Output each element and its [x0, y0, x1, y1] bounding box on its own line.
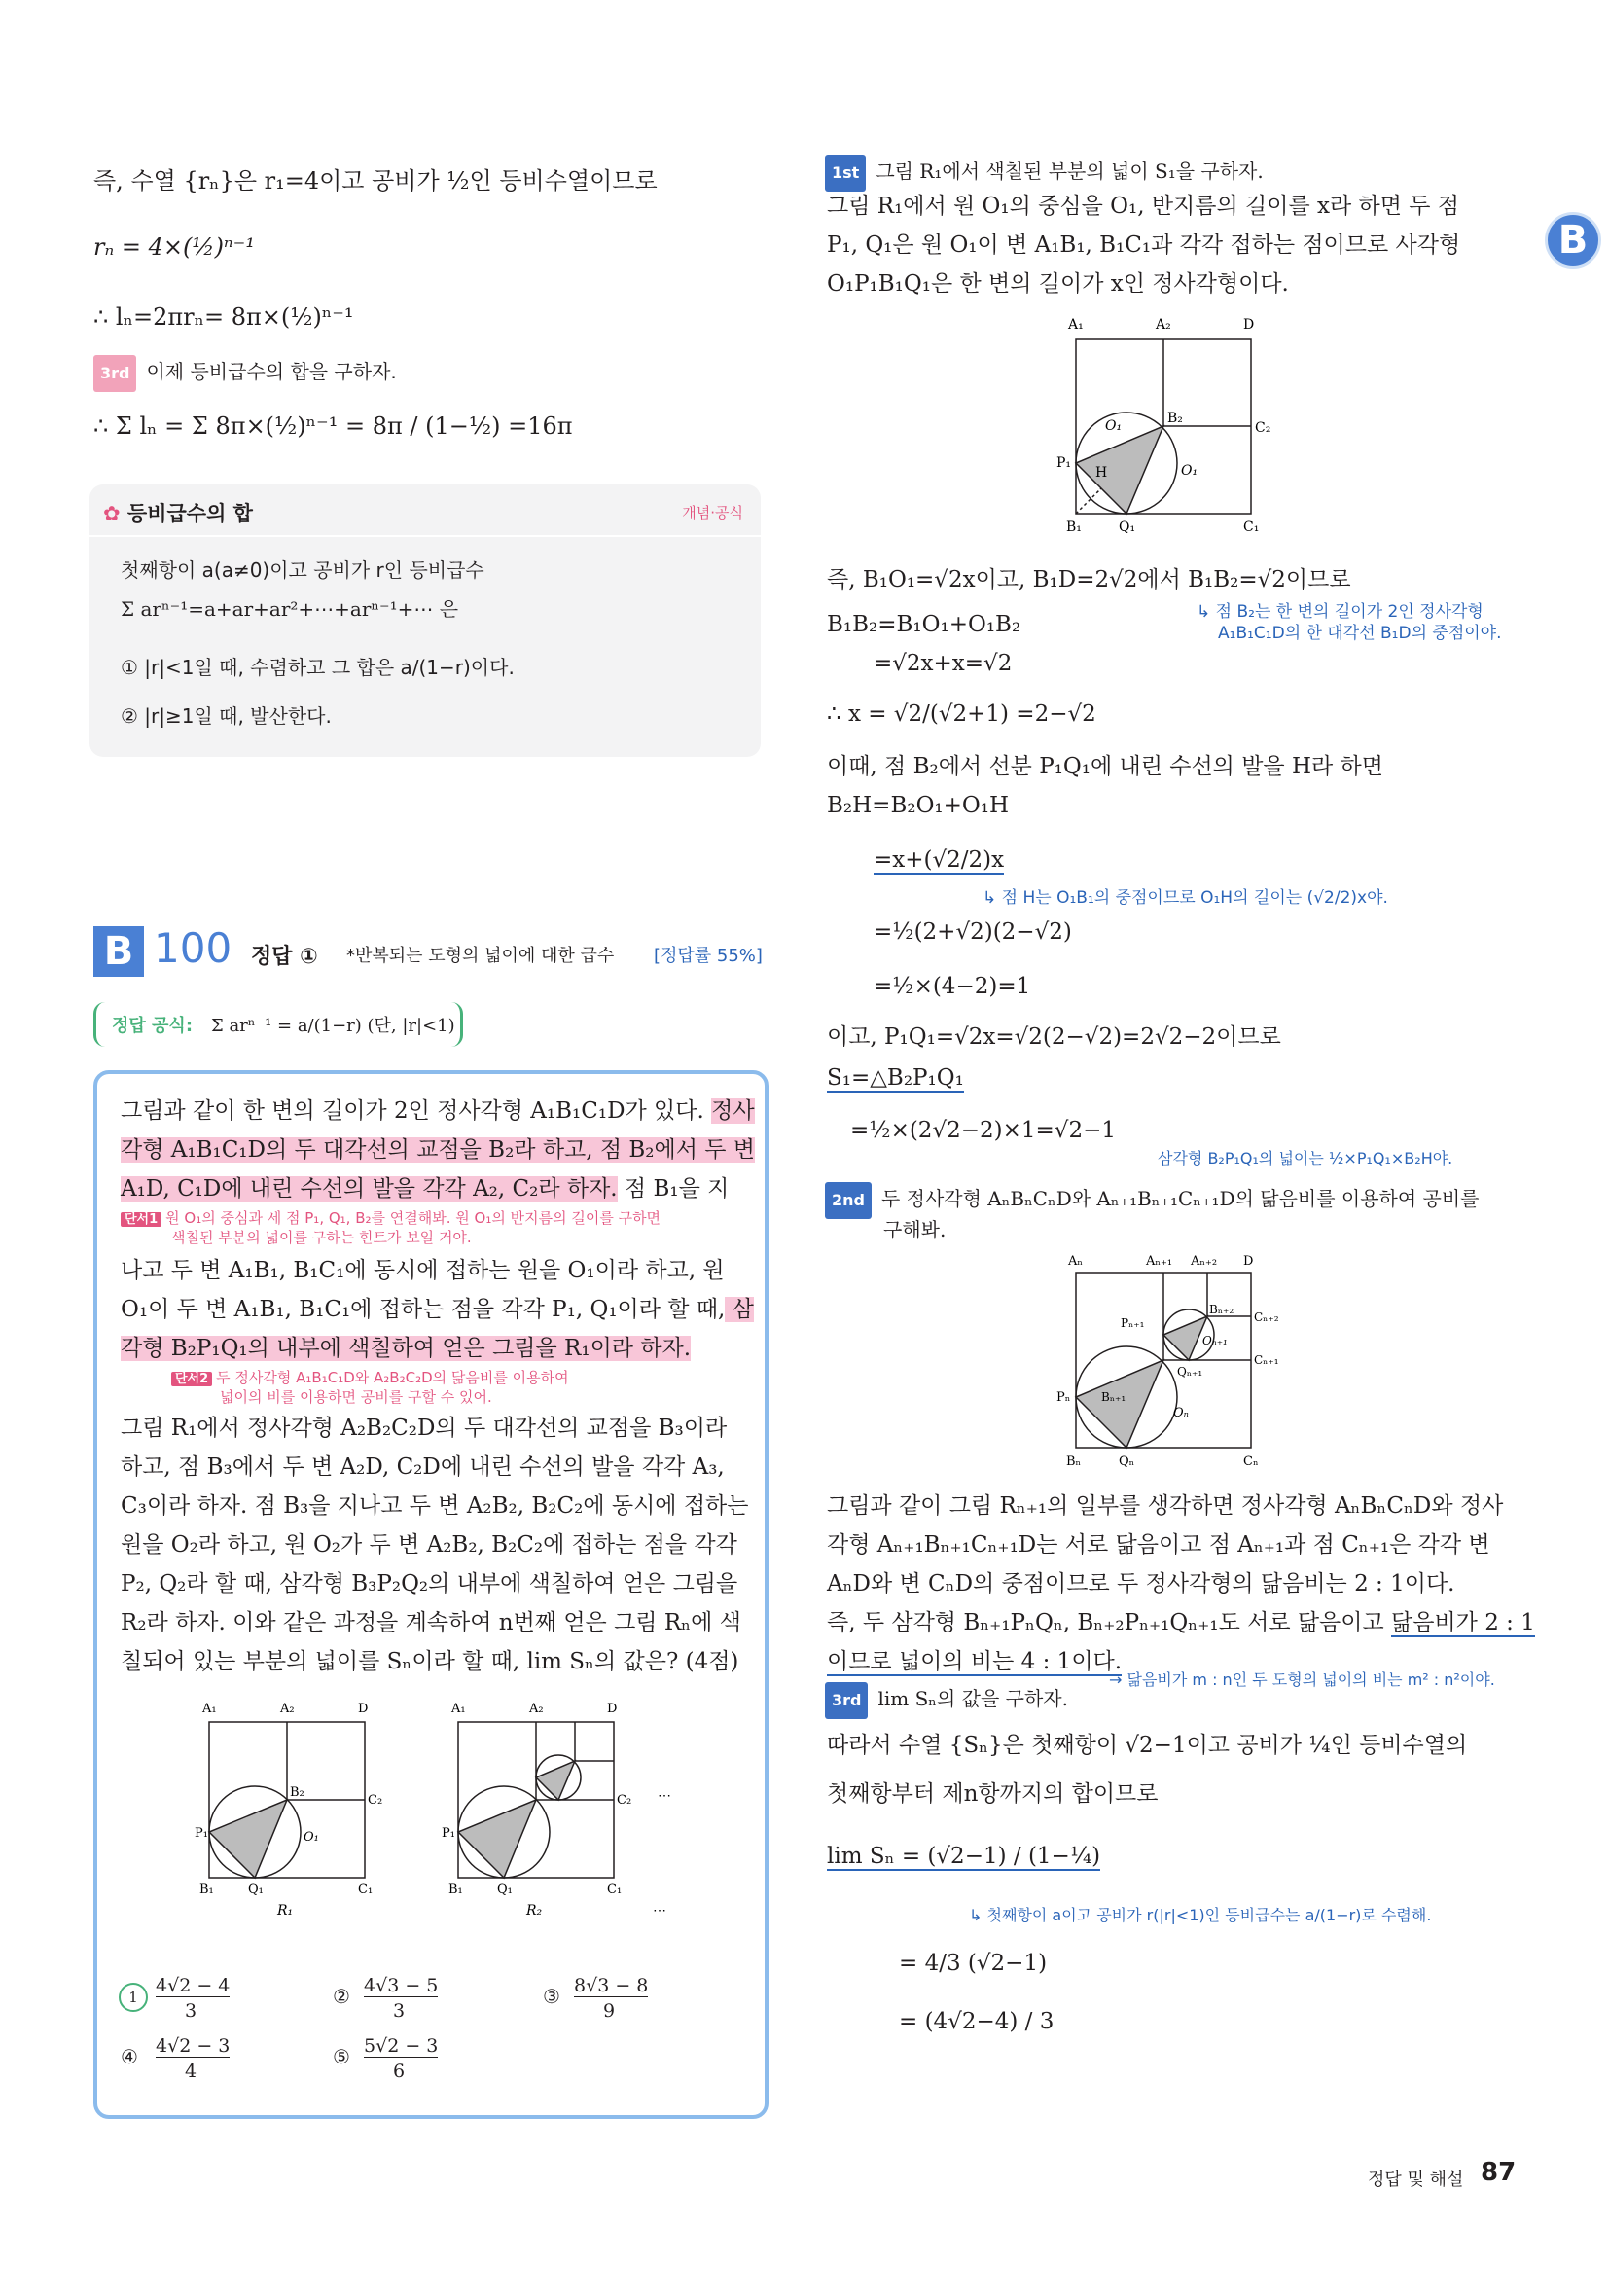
formula-text: Σ arⁿ⁻¹ = a/(1−r) (단, |r|<1) — [211, 1016, 455, 1036]
concept-line-1: 첫째항이 a(a≠0)이고 공비가 r인 등비급수 — [121, 558, 484, 582]
step-badge: 3rd — [825, 1682, 868, 1719]
left-line-1: 즉, 수열 {rₙ}은 r₁=4이고 공비가 ½인 등비수열이므로 — [93, 167, 658, 195]
fig-label: P₁ — [1056, 455, 1072, 471]
fig-label: B₁ — [199, 1883, 214, 1897]
step-badge: 3rd — [93, 355, 136, 392]
step-badge: 1st — [825, 155, 866, 192]
fig-label: O₁ — [1105, 418, 1123, 434]
concept-line-2: Σ arⁿ⁻¹=a+ar+ar²+⋯+arⁿ⁻¹+⋯ 은 — [121, 597, 459, 621]
right-line-8: 이때, 점 B₂에서 선분 P₁Q₁에 내린 수선의 발을 H라 하면 — [827, 754, 1383, 779]
note-4: → 닮음비가 m : n인 두 도형의 넓이의 비는 m² : n²이야. — [1109, 1670, 1495, 1689]
arrow-icon: → — [1109, 1670, 1123, 1689]
fig-label: Pₙ₊₁ — [1121, 1316, 1145, 1330]
fig-label: Oₙ — [1173, 1406, 1189, 1420]
right-line-23: lim Sₙ = (√2−1) / (1−¼) — [827, 1844, 1101, 1869]
concept-box — [89, 484, 761, 757]
fig-label: Bₙ — [1066, 1454, 1082, 1469]
fig-label: C₁ — [358, 1883, 374, 1897]
choice-num: 4√3 − 5 — [364, 1975, 439, 1996]
fig-label: D — [1243, 1254, 1254, 1269]
note-5: ↳ 첫째항이 a이고 공비가 r(|r|<1)인 등비급수는 a/(1−r)로 수렴해. — [969, 1906, 1432, 1924]
left-sum-line: ∴ Σ lₙ = Σ 8π×(½)ⁿ⁻¹ = 8π / (1−½) =16π — [93, 413, 573, 440]
right-line-24: = 4/3 (√2−1) — [899, 1951, 1048, 1976]
fig-caption: R₁ — [277, 1903, 294, 1917]
arrow-icon: ↳ — [1197, 602, 1211, 622]
right-line-4: 즉, B₁O₁=√2x이고, B₁D=2√2에서 B₁B₂=√2이므로 — [827, 567, 1351, 592]
fig-dots: ⋯ — [653, 1903, 666, 1917]
choice-marker: ② — [333, 1985, 350, 2008]
fig-label: C₁ — [1243, 520, 1260, 535]
problem-line-12: R₂라 하자. 이와 같은 과정을 계속하여 n번째 얻은 그림 Rₙ에 색 — [121, 1610, 741, 1635]
choice-marker: ⑤ — [333, 2045, 350, 2068]
right-line-22: 첫째항부터 제n항까지의 합이므로 — [827, 1781, 1159, 1807]
hint-2-cont: 넓이의 비를 이용하면 공비를 구할 수 있어. — [220, 1388, 492, 1406]
choice-num: 4√2 − 4 — [156, 1975, 231, 1996]
fig-label: C₂ — [368, 1793, 383, 1808]
fig-label: Q₁ — [1119, 520, 1136, 535]
arrow-icon: ↳ — [969, 1906, 983, 1924]
problem-line-5: O₁이 두 변 A₁B₁, B₁C₁에 접하는 점을 각각 P₁, Q₁이라 할 때, 삼 — [121, 1297, 754, 1322]
left-line-3: ∴ lₙ=2πrₙ= 8π×(½)ⁿ⁻¹ — [93, 304, 354, 331]
fig-label: A₁ — [202, 1702, 217, 1716]
page-number: 87 — [1481, 2158, 1517, 2187]
right-line-21: 따라서 수열 {Sₙ}은 첫째항이 √2−1이고 공비가 ¼인 등비수열의 — [827, 1733, 1468, 1758]
figure-solution-1 — [1056, 309, 1280, 543]
fig-label: Cₙ₊₂ — [1254, 1310, 1279, 1324]
right-line-3: O₁P₁B₁Q₁은 한 변의 길이가 x인 정사각형이다. — [827, 271, 1289, 297]
problem-line-3: A₁D, C₁D에 내린 수선의 발을 각각 A₂, C₂라 하자. 점 B₁을 지 — [121, 1176, 730, 1202]
fig-label: B₁ — [1066, 520, 1082, 535]
fig-label: P₁ — [442, 1826, 455, 1841]
problem-line-10: 원을 O₂라 하고, 원 O₂가 두 변 A₂B₂, B₂C₂에 접하는 점을 각각 — [121, 1532, 737, 1558]
right-line-9: B₂H=B₂O₁+O₁H — [827, 793, 1010, 818]
right-step2-cont: 구해봐. — [883, 1218, 947, 1241]
fig-label: D — [607, 1702, 618, 1716]
problem-line-8: 하고, 점 B₃에서 두 변 A₂D, C₂D에 내린 수선의 발을 각각 A₃, — [121, 1454, 725, 1480]
fig-label: Pₙ — [1056, 1390, 1071, 1405]
right-line-15: =½×(2√2−2)×1=√2−1 — [850, 1118, 1116, 1143]
right-line-16: 그림과 같이 그림 Rₙ₊₁의 일부를 생각하면 정사각형 AₙBₙCₙD와 정사 — [827, 1493, 1504, 1519]
figure-r2 — [434, 1693, 697, 1917]
problem-line-9: C₃이라 하자. 점 B₃을 지나고 두 변 A₂B₂, B₂C₂에 동시에 접하는 — [121, 1493, 749, 1519]
left-step3 — [93, 354, 397, 392]
choice-marker: ③ — [543, 1985, 560, 2008]
right-line-7: ∴ x = √2/(√2+1) =2−√2 — [827, 701, 1096, 727]
note-1-cont: A₁B₁C₁D의 한 대각선 B₁D의 중점이야. — [1218, 624, 1502, 643]
fig-label: O₁ — [304, 1830, 319, 1845]
problem-line-6: 각형 B₂P₁Q₁의 내부에 색칠하여 얻은 그림을 R₁이라 하자. — [121, 1336, 692, 1361]
fig-label: A₁ — [451, 1702, 466, 1716]
right-line-25: = (4√2−4) / 3 — [899, 2009, 1055, 2034]
fig-label: Qₙ₊₁ — [1177, 1365, 1203, 1379]
flower-icon: ✿ — [103, 502, 121, 525]
problem-line-4: 나고 두 변 A₁B₁, B₁C₁에 동시에 접하는 원을 O₁이라 하고, 원 — [121, 1258, 725, 1283]
note-2: ↳ 점 H는 O₁B₁의 중점이므로 O₁H의 길이는 (√2/2)x야. — [983, 888, 1388, 908]
step-text: 두 정사각형 AₙBₙCₙD와 Aₙ₊₁Bₙ₊₁Cₙ₊₁D의 닮음비를 이용하여 공비를 — [880, 1187, 1480, 1210]
note-1: ↳ 점 B₂는 한 변의 길이가 2인 정사각형 — [1197, 602, 1484, 622]
right-line-20: 이므로 넓이의 비는 4 : 1이다. — [827, 1649, 1123, 1674]
problem-line-7: 그림 R₁에서 정사각형 A₂B₂C₂D의 두 대각선의 교점을 B₃이라 — [121, 1416, 728, 1441]
choice-num: 4√2 − 3 — [156, 2035, 231, 2057]
step-text: 이제 등비급수의 합을 구하자. — [146, 360, 397, 383]
fig-dots: ⋯ — [658, 1788, 671, 1804]
problem-number: 100 — [154, 924, 232, 972]
figure-solution-2 — [1056, 1245, 1309, 1479]
right-line-17: 각형 Aₙ₊₁Bₙ₊₁Cₙ₊₁D는 서로 닮음이고 점 Aₙ₊₁과 점 Cₙ₊₁은 각각 변 — [827, 1532, 1490, 1558]
problem-rate: [정답률 55%] — [654, 946, 763, 966]
concept-title: ✿ 등비급수의 합 — [103, 502, 253, 525]
right-line-12: =½×(4−2)=1 — [874, 974, 1031, 999]
fig-label: Bₙ₊₂ — [1209, 1303, 1234, 1316]
arrow-icon: ↳ — [983, 888, 997, 908]
fig-label: B₂ — [290, 1785, 304, 1800]
fig-label: P₁ — [195, 1826, 208, 1841]
problem-line-1: 그림과 같이 한 변의 길이가 2인 정사각형 A₁B₁C₁D가 있다. 정사 — [121, 1098, 755, 1124]
right-step1 — [825, 154, 1264, 192]
note-3: 삼각형 B₂P₁Q₁의 넓이는 ½×P₁Q₁×B₂H야. — [1158, 1149, 1453, 1167]
fig-label: C₂ — [1255, 420, 1271, 436]
fig-label: Aₙ₊₁ — [1146, 1254, 1173, 1269]
section-tab: B — [1545, 212, 1601, 269]
choice-den: 9 — [603, 2000, 616, 2022]
concept-line-4: ② |r|≥1일 때, 발산한다. — [121, 704, 332, 728]
fig-label: Aₙ₊₂ — [1191, 1254, 1218, 1269]
fig-label: H — [1095, 465, 1108, 481]
hint-1-cont: 색칠된 부분의 넓이를 구하는 힌트가 보일 거야. — [171, 1229, 472, 1246]
fig-label: B₁ — [448, 1883, 463, 1897]
fig-label: Q₁ — [248, 1883, 264, 1897]
fig-label: C₂ — [617, 1793, 632, 1808]
problem-topic: *반복되는 도형의 넓이에 대한 급수 — [346, 946, 615, 966]
choice-den: 3 — [185, 2000, 197, 2022]
concept-divider — [89, 535, 761, 537]
fig-label: B₂ — [1167, 411, 1183, 426]
fig-label: Oₙ₊₁ — [1202, 1334, 1228, 1347]
choice-num: 8√3 − 8 — [574, 1975, 649, 1996]
right-line-13: 이고, P₁Q₁=√2x=√2(2−√2)=2√2−2이므로 — [827, 1024, 1281, 1050]
concept-tag: 개념·공식 — [682, 504, 743, 521]
fig-label: A₂ — [280, 1702, 295, 1716]
step-text: lim Sₙ의 값을 구하자. — [877, 1687, 1068, 1710]
right-step3 — [825, 1681, 1068, 1719]
fig-label: C₁ — [607, 1883, 623, 1897]
problem-badge: B — [93, 926, 144, 977]
fig-label: Aₙ — [1068, 1254, 1084, 1269]
figure-r1 — [195, 1693, 409, 1917]
right-line-18: AₙD와 변 CₙD의 중점이므로 두 정사각형의 닮음비는 2 : 1이다. — [827, 1571, 1455, 1596]
right-line-6: =√2x+x=√2 — [874, 651, 1013, 676]
choices — [121, 1975, 743, 2092]
left-line-2: rₙ = 4×(½)ⁿ⁻¹ — [93, 233, 255, 261]
fig-label: Cₙ₊₁ — [1254, 1353, 1279, 1367]
right-line-10: =x+(√2/2)x — [874, 847, 1005, 873]
problem-line-13: 칠되어 있는 부분의 넓이를 Sₙ이라 할 때, lim Sₙ의 값은? (4점) — [121, 1649, 739, 1674]
problem-line-2: 각형 A₁B₁C₁D의 두 대각선의 교점을 B₂라 하고, 점 B₂에서 두 변 — [121, 1137, 756, 1163]
formula-box — [93, 1002, 463, 1047]
choice-num: 5√2 − 3 — [364, 2035, 439, 2057]
choice-den: 4 — [185, 2061, 197, 2082]
choice-marker: ④ — [121, 2045, 138, 2068]
fig-label: Cₙ — [1243, 1454, 1259, 1469]
right-line-14: S₁=△B₂P₁Q₁ — [827, 1065, 964, 1091]
formula-label: 정답 공식: — [112, 1016, 194, 1036]
right-line-11: =½(2+√2)(2−√2) — [874, 919, 1072, 945]
problem-answer: 정답 ① — [251, 945, 318, 969]
right-line-2: P₁, Q₁은 원 O₁이 변 A₁B₁, B₁C₁과 각각 접하는 점이므로 사각형 — [827, 233, 1461, 258]
choice-marker: 1 — [119, 1983, 148, 2012]
fig-label: D — [1243, 317, 1255, 333]
fig-label: Qₙ — [1119, 1454, 1135, 1469]
concept-line-3: ① |r|<1일 때, 수렴하고 그 합은 a/(1−r)이다. — [121, 656, 515, 679]
choice-den: 3 — [393, 2000, 406, 2022]
footer-label: 정답 및 해설 — [1368, 2170, 1464, 2190]
fig-caption: R₂ — [526, 1903, 543, 1917]
hint-1: 단서1 원 O₁의 중심과 세 점 P₁, Q₁, B₂를 연결해봐. 원 O₁의 반지름의 길이를 구하면 — [121, 1208, 661, 1230]
fig-label: O₁ — [1181, 463, 1198, 479]
problem-line-11: P₂, Q₂라 할 때, 삼각형 B₃P₂Q₂의 내부에 색칠하여 얻은 그림을 — [121, 1571, 738, 1596]
hint-2: 단서2 두 정사각형 A₁B₁C₁D와 A₂B₂C₂D의 닮음비를 이용하여 — [171, 1368, 569, 1389]
step-badge: 2nd — [825, 1182, 872, 1219]
right-line-1: 그림 R₁에서 원 O₁의 중심을 O₁, 반지름의 길이를 x라 하면 두 점 — [827, 194, 1459, 219]
fig-label: A₂ — [1156, 317, 1171, 333]
right-line-5: B₁B₂=B₁O₁+O₁B₂ — [827, 612, 1021, 637]
choice-den: 6 — [393, 2061, 406, 2082]
fig-label: D — [358, 1702, 369, 1716]
fig-label: Q₁ — [497, 1883, 513, 1897]
right-line-19: 즉, 두 삼각형 Bₙ₊₁PₙQₙ, Bₙ₊₂Pₙ₊₁Qₙ₊₁도 서로 닮음이고 닮음비가 2 : 1 — [827, 1610, 1535, 1635]
fig-label: A₂ — [529, 1702, 544, 1716]
step-text: 그림 R₁에서 색칠된 부분의 넓이 S₁을 구하자. — [876, 160, 1264, 183]
fig-label: A₁ — [1068, 317, 1084, 333]
fig-label: Bₙ₊₁ — [1101, 1390, 1126, 1404]
